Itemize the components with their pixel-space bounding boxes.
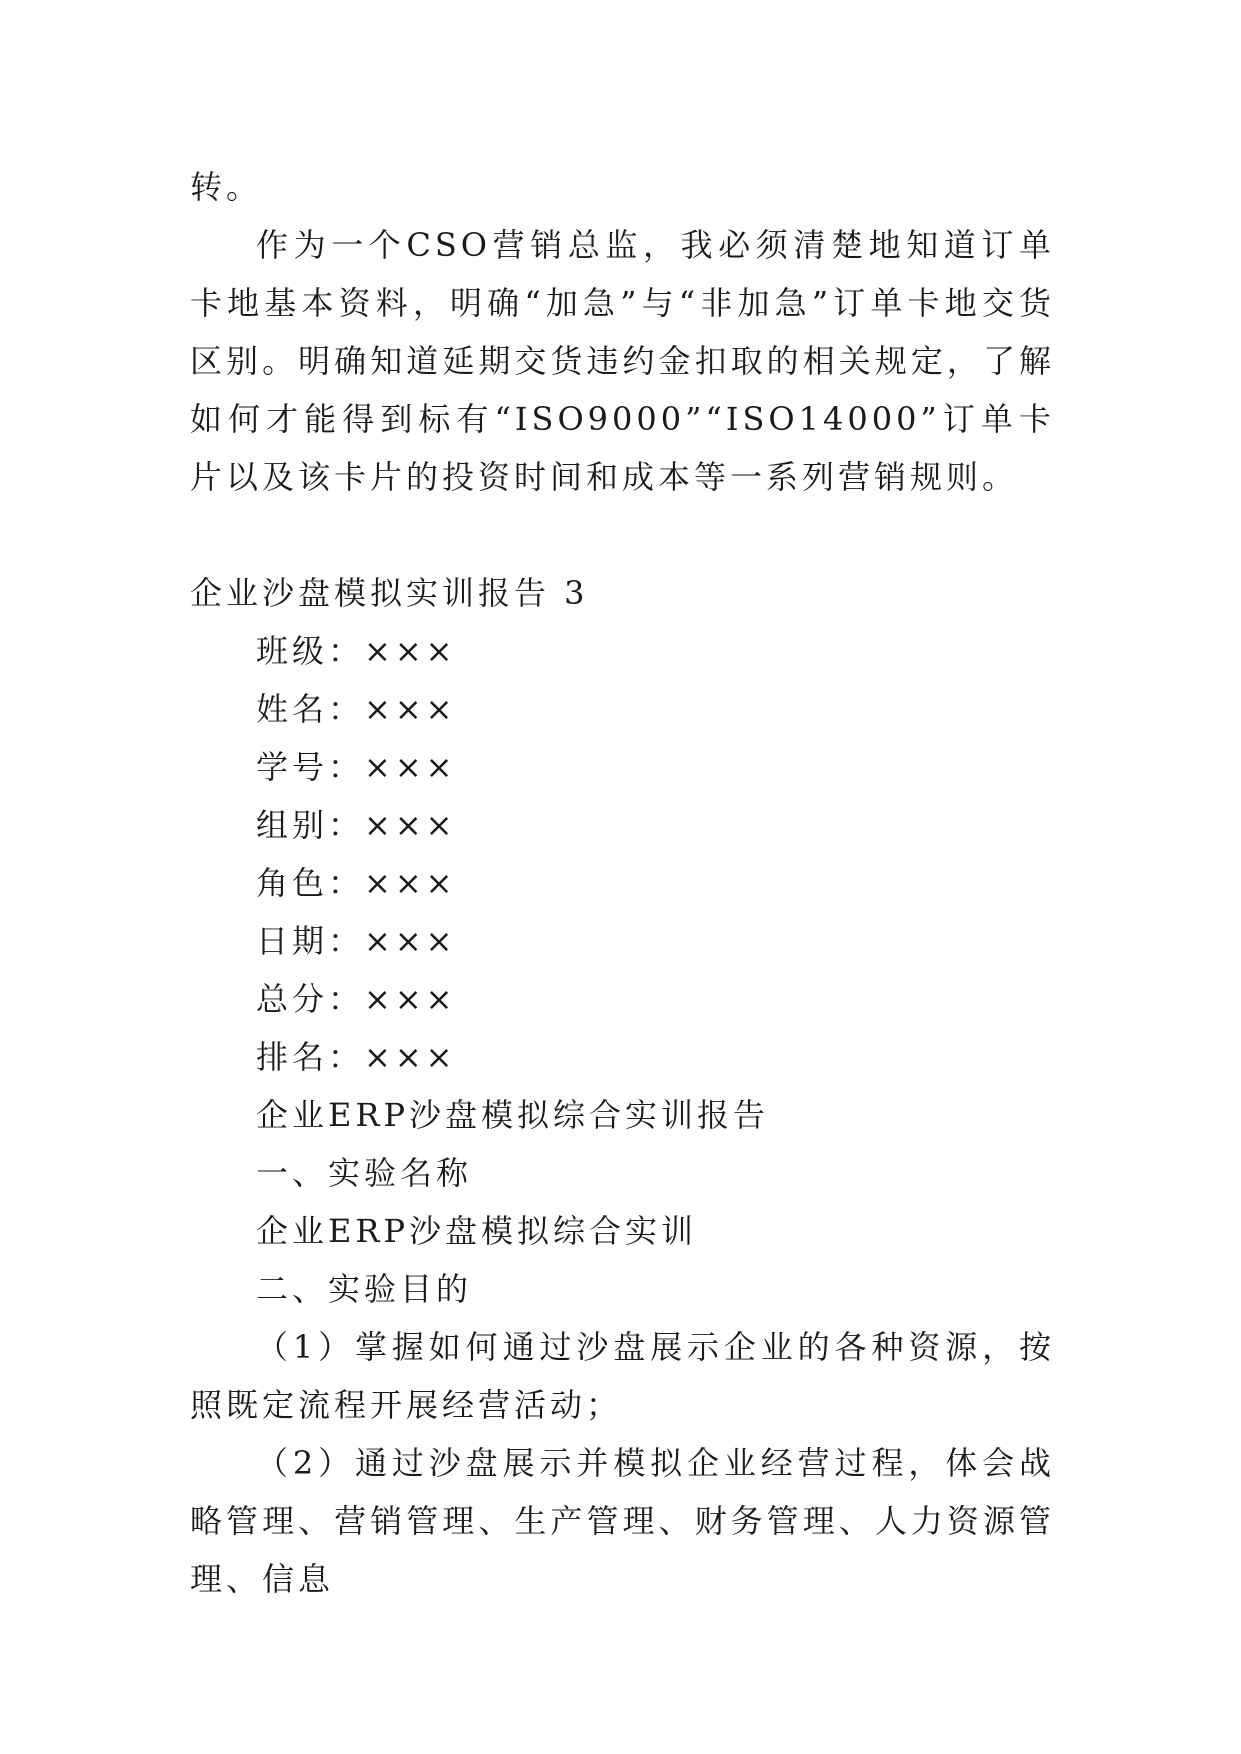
section1-content: 企业ERP沙盘模拟综合实训: [256, 1212, 697, 1250]
field-value: ×××: [364, 748, 457, 786]
field-group: [190, 796, 1055, 854]
field-label: 班级：: [256, 632, 365, 670]
field-label: 日期：: [256, 922, 365, 960]
field-name: [190, 680, 1055, 738]
field-label: 排名：: [256, 1038, 365, 1076]
field-value: ×××: [364, 1038, 457, 1076]
report-subtitle: 企业ERP沙盘模拟综合实训报告: [256, 1096, 769, 1134]
field-value: ×××: [364, 864, 457, 902]
section2-heading: 二、实验目的: [256, 1270, 473, 1308]
objective-1: （1）掌握如何通过沙盘展示企业的各种资源，按照既定流程开展经营活动；: [190, 1328, 1055, 1424]
field-label: 角色：: [256, 864, 365, 902]
document-page: [190, 158, 1055, 1608]
field-total-score: [190, 970, 1055, 1028]
field-label: 学号：: [256, 748, 365, 786]
field-value: ×××: [364, 690, 457, 728]
field-date: [190, 912, 1055, 970]
field-value: ×××: [364, 806, 457, 844]
field-value: ×××: [364, 632, 457, 670]
report-title: 企业沙盘模拟实训报告 3: [190, 574, 589, 612]
cso-paragraph: 作为一个CSO营销总监，我必须清楚地知道订单卡地基本资料，明确“加急”与“非加急”订单卡地交货区别。明确知道延期交货违约金扣取的相关规定，了解如何才能得到标有“ISO9000”“ISO14000”订单卡片以及该卡片的投资时间和成本等一系列营销规则。: [190, 226, 1055, 496]
section1-heading: 一、实验名称: [256, 1154, 473, 1192]
field-rank: [190, 1028, 1055, 1086]
field-label: 姓名：: [256, 690, 365, 728]
field-value: ×××: [364, 980, 457, 1018]
continuation-text: 转。: [190, 168, 263, 206]
field-value: ×××: [364, 922, 457, 960]
field-label: 组别：: [256, 806, 365, 844]
field-student-id: [190, 738, 1055, 796]
info-fields: [190, 622, 1055, 1086]
field-label: 总分：: [256, 980, 365, 1018]
field-class: [190, 622, 1055, 680]
objective-2: （2）通过沙盘展示并模拟企业经营过程，体会战略管理、营销管理、生产管理、财务管理、人力资源管理、信息: [190, 1444, 1055, 1598]
field-role: [190, 854, 1055, 912]
